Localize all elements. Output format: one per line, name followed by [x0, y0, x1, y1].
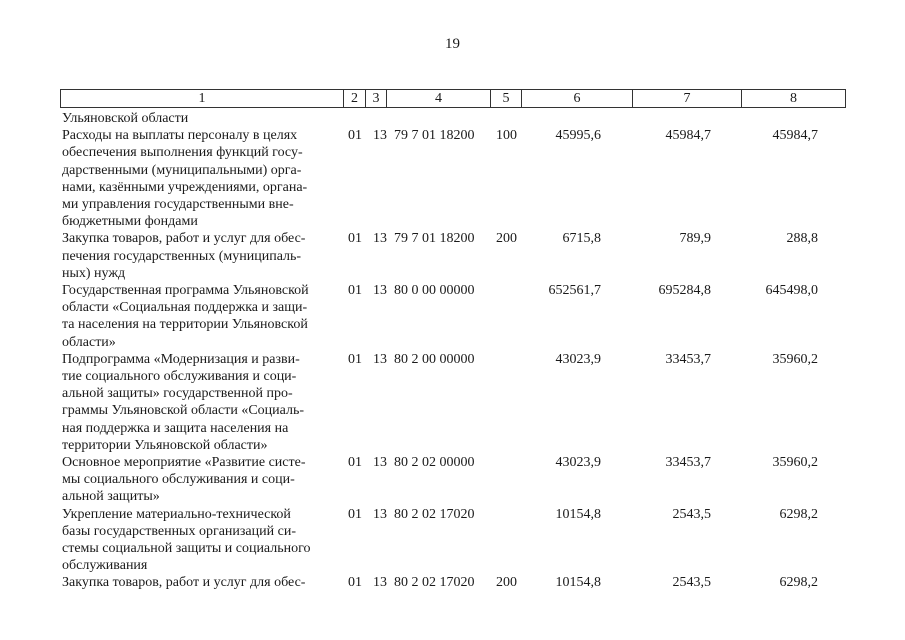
cell-col-4: 80 2 02 00000 [394, 455, 475, 471]
row-description [62, 351, 338, 454]
description-line: ми управления государственными вне- [62, 197, 294, 213]
description-line: обеспечения выполнения функций госу- [62, 145, 303, 161]
cell-col-6: 10154,8 [555, 506, 601, 522]
table-body [62, 110, 846, 592]
cell-col-5: 100 [496, 128, 517, 144]
cell-col-4: 80 2 02 17020 [394, 575, 475, 591]
cell-col-7: 2543,5 [672, 506, 711, 522]
row-description [62, 110, 338, 127]
cell-col-2: 01 [348, 128, 362, 144]
description-line: та населения на территории Ульяновской [62, 317, 308, 333]
cell-col-3: 13 [373, 455, 387, 471]
description-line: Государственная программа Ульяновской [62, 283, 309, 299]
table-row [62, 351, 846, 454]
cell-col-6: 43023,9 [555, 455, 601, 471]
table-row [62, 574, 846, 591]
description-line: территории Ульяновской области» [62, 437, 268, 453]
description-line: стемы социальной защиты и социального [62, 541, 311, 557]
description-line: ных) нужд [62, 265, 126, 281]
table-row [62, 110, 846, 127]
cell-col-2: 01 [348, 231, 362, 247]
cell-col-7: 695284,8 [658, 283, 711, 299]
description-line: Основное мероприятие «Развитие систе- [62, 455, 306, 471]
cell-col-2: 01 [348, 455, 362, 471]
cell-col-5: 200 [496, 575, 517, 591]
cell-col-6: 652561,7 [548, 283, 601, 299]
header-col-2: 2 [343, 90, 365, 107]
cell-col-4: 79 7 01 18200 [394, 128, 475, 144]
cell-col-7: 33453,7 [665, 455, 711, 471]
cell-col-5: 200 [496, 231, 517, 247]
header-col-6: 6 [521, 90, 632, 107]
cell-col-7: 45984,7 [665, 128, 711, 144]
row-description [62, 454, 338, 506]
row-description [62, 506, 338, 575]
table-row [62, 127, 846, 230]
description-line: граммы Ульяновской области «Социаль- [62, 403, 305, 419]
header-col-8: 8 [741, 90, 845, 107]
cell-col-4: 80 2 02 17020 [394, 506, 475, 522]
description-line: дарственными (муниципальными) орга- [62, 162, 302, 178]
description-line: тие социального обслуживания и соци- [62, 369, 297, 385]
row-description [62, 574, 338, 591]
cell-col-6: 6715,8 [562, 231, 601, 247]
table-row [62, 454, 846, 506]
description-line: альной защиты» [62, 489, 160, 505]
description-line: Ульяновской области [62, 111, 189, 126]
cell-col-4: 80 0 00 00000 [394, 283, 475, 299]
description-line: области «Социальная поддержка и защи- [62, 300, 308, 316]
description-line: базы государственных организаций си- [62, 523, 296, 539]
cell-col-8: 45984,7 [772, 128, 818, 144]
header-col-7: 7 [632, 90, 741, 107]
description-line: печения государственных (муниципаль- [62, 248, 302, 264]
header-col-3: 3 [365, 90, 386, 107]
header-col-4: 4 [386, 90, 490, 107]
cell-col-6: 10154,8 [555, 575, 601, 591]
header-col-5: 5 [490, 90, 521, 107]
cell-col-7: 33453,7 [665, 351, 711, 367]
cell-col-4: 80 2 00 00000 [394, 351, 475, 367]
cell-col-6: 43023,9 [555, 351, 601, 367]
description-line: обслуживания [62, 558, 148, 574]
cell-col-3: 13 [373, 351, 387, 367]
description-line: бюджетными фондами [62, 214, 198, 230]
cell-col-8: 35960,2 [772, 455, 818, 471]
cell-col-8: 6298,2 [779, 575, 818, 591]
cell-col-8: 6298,2 [779, 506, 818, 522]
cell-col-2: 01 [348, 506, 362, 522]
cell-col-2: 01 [348, 283, 362, 299]
cell-col-8: 35960,2 [772, 351, 818, 367]
cell-col-3: 13 [373, 283, 387, 299]
description-line: Подпрограмма «Модернизация и разви- [62, 351, 300, 367]
row-description [62, 282, 338, 351]
description-line: нами, казёнными учреждениями, органа- [62, 179, 308, 195]
cell-col-8: 288,8 [786, 231, 818, 247]
cell-col-3: 13 [373, 575, 387, 591]
cell-col-6: 45995,6 [555, 128, 601, 144]
description-line: альной защиты» государственной про- [62, 386, 293, 402]
cell-col-8: 645498,0 [765, 283, 818, 299]
table-row [62, 282, 846, 351]
description-line: Закупка товаров, работ и услуг для обес- [62, 231, 306, 247]
page-number: 19 [445, 36, 460, 52]
row-description [62, 127, 338, 230]
cell-col-3: 13 [373, 128, 387, 144]
cell-col-3: 13 [373, 506, 387, 522]
cell-col-7: 2543,5 [672, 575, 711, 591]
table-row [62, 230, 846, 282]
description-line: области» [62, 334, 116, 350]
description-line: Закупка товаров, работ и услуг для обес- [62, 575, 306, 591]
description-line: Расходы на выплаты персоналу в целях [62, 128, 298, 144]
cell-col-2: 01 [348, 351, 362, 367]
cell-col-7: 789,9 [679, 231, 711, 247]
description-line: мы социального обслуживания и соци- [62, 472, 295, 488]
row-description [62, 230, 338, 282]
cell-col-2: 01 [348, 575, 362, 591]
header-col-1: 1 [198, 91, 206, 106]
description-line: Укрепление материально-технической [62, 506, 291, 522]
table-row [62, 506, 846, 575]
cell-col-4: 79 7 01 18200 [394, 231, 475, 247]
table-header [60, 89, 846, 108]
description-line: ная поддержка и защита населения на [62, 420, 289, 436]
cell-col-3: 13 [373, 231, 387, 247]
